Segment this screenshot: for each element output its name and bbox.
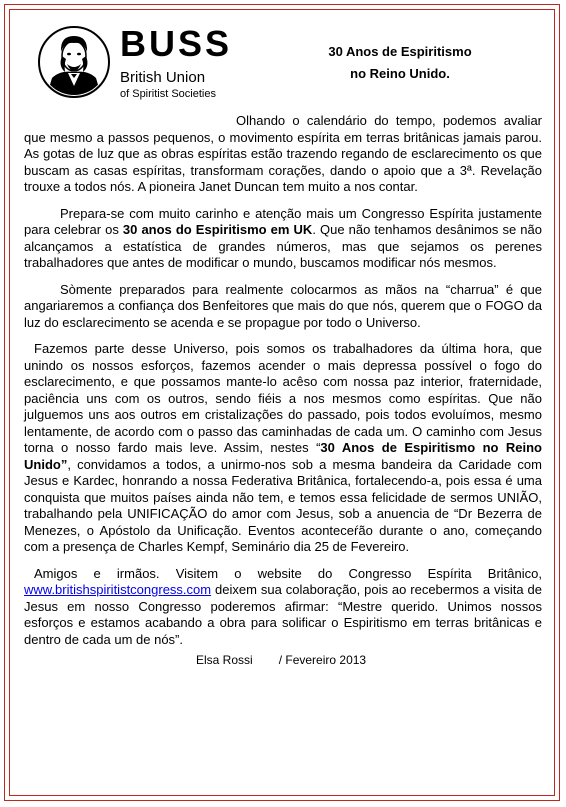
paragraph-4-text-a: Fazemos parte desse Universo, pois somos os trabalhadores da última hora, que unindo os nossos esforços, fazemos acender o mais depressa possível o fogo do esclarecimento, e que possamos mante-lo acêso com nossa paz interior, fraternidade, paciência uns com os outros, sendo fiéis a nos mesmos como espíritas. Que não julguemos uns aos outros em cristalizações do passado, pois todos evoluímos, mesmo lentamente, de acordo com o passo das caminhadas de cada um. O caminho com Jesus torna o nosso fardo mais leve. Assim, nestes “: [24, 341, 542, 455]
paragraph-5: [24, 566, 542, 649]
paragraph-2-emphasis: 30 anos do Espiritismo em UK: [122, 222, 313, 237]
buss-logo: [38, 23, 233, 106]
logo-subtitle-line1: British Union: [120, 69, 206, 86]
paragraph-2-text-a: Prepara-se com muito carinho e atenção mais um Congresso Espírita justamente para celebrar os: [24, 205, 542, 237]
title-line1: 30 Anos de Espiritismo: [328, 44, 472, 59]
signature-separator: /: [278, 653, 283, 667]
paragraph-1-text: Olhando o calendário do tempo, podemos avaliar que mesmo a passos pequenos, o movimento espírita em terras britânicas jamais parou. As gotas de luz que as obras espíritas estão trazendo regando de esclarecimento os que buscam as casas espíritas, transformam corações, dando o apoio que a 3ª. Revelação trouxe a todos nós. A pioneira Janet Duncan tem muito a nos contar.: [24, 113, 542, 194]
paragraph-4-text-b: , convidamos a todos, a unirmo-nos sob a mesma bandeira da Caridade com Jesus e Kardec, honrando a nossa Federativa Britânica, fortalecendo-a, pois essa é uma conquista que muitos países ainda não tem, e temos essa felicidade de sermos UNIÃO, trabalhando pela UNIFICAÇÃO do amor com Jesus, sob a anuencia de “Dr Bezerra de Menezes, o Apóstolo da Unificação. Eventos aconteceŕão durante o ano, começando com a presença de Charles Kempf, Seminário dia 25 de Fevereiro.: [24, 456, 542, 554]
paragraph-4: [24, 341, 542, 556]
portrait-icon: [38, 26, 110, 98]
paragraph-3: [24, 282, 542, 332]
logo-subtitle-line2: of Spiritist Societies: [120, 88, 216, 100]
article-body: [24, 113, 542, 669]
paragraph-1: [24, 113, 542, 196]
paragraph-4-emphasis: 30 Anos de Espiritismo no Reino Unido”: [24, 440, 542, 472]
logo-wordmark: BUSS: [120, 23, 233, 64]
paragraph-2-text-b: . Que não tenhamos desânimos se não alcançamos a estatística de grandes números, mas que sejamos os perenes trabalhadores que antes de modificar o mundo, buscamos modificar nós mesmos.: [24, 222, 542, 270]
title-line2: no Reino Unido.: [350, 66, 450, 81]
website-link[interactable]: www.britishspiritistcongress.com: [24, 582, 212, 597]
paragraph-5-text-b: deixem sua colaboração, pois ao recebermos a visita de Jesus em nosso Congresso poderemos afirmar: “Mestre querido. Unimos nossos esforços e estamos acabando a obra para solificar o Espiritismo em terras britânicas e dentro de cada um de nós”.: [24, 582, 542, 647]
paragraph-3-text: Sòmente preparados para realmente colocarmos as mãos na “charrua” é que angariaremos a confiança dos Benfeitores que mais do que nós, querem que o FOGO da luz do esclarecimento se acenda e se propague por todo o Universo.: [24, 281, 542, 330]
signature-date: Fevereiro 2013: [285, 653, 367, 667]
author-name: Elsa Rossi: [196, 653, 253, 667]
page-title: [300, 41, 500, 85]
paragraph-5-text-a: Amigos e irmãos. Visitem o website do Congresso Espírita Britânico,: [34, 565, 542, 581]
signature: [24, 652, 542, 669]
paragraph-2: [24, 206, 542, 272]
